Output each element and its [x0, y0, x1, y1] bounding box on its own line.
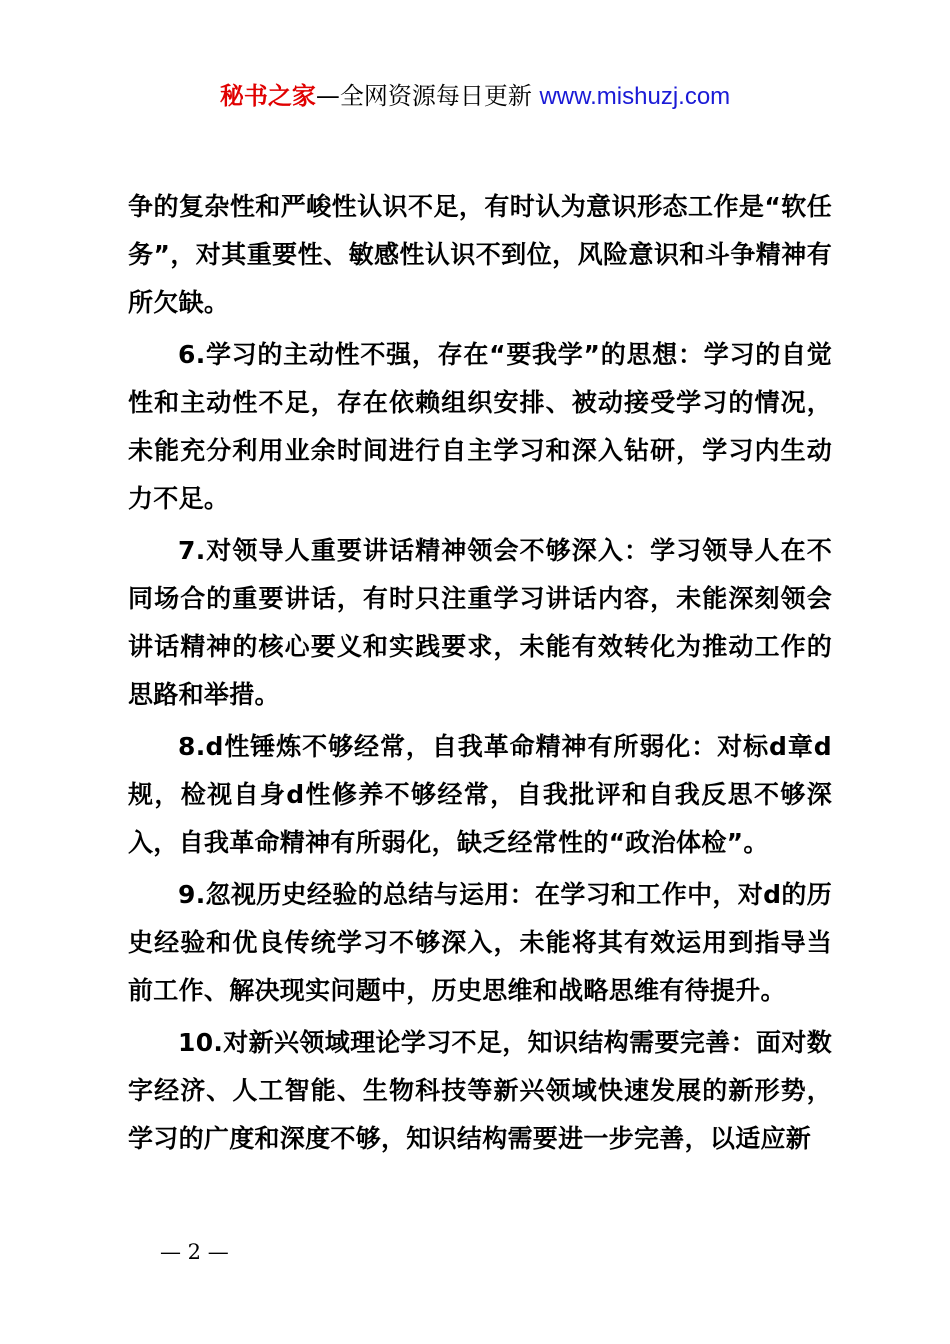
paragraph-item-8: 8.d性锤炼不够经常，自我革命精神有所弱化：对标d章d规，检视自身d性修养不够经常，自我批评和自我反思不够深入，自我革命精神有所弱化，缺乏经常性的“政治体检”。	[128, 732, 832, 857]
site-tagline: —全网资源每日更新	[315, 82, 540, 110]
paragraph-continuation: 争的复杂性和严峻性认识不足，有时认为意识形态工作是“软任务”，对其重要性、敏感性认识不到位，风险意识和斗争精神有所欠缺。	[128, 192, 832, 317]
page-number: — 2 —	[160, 1240, 229, 1264]
paragraph-item-7: 7.对领导人重要讲话精神领会不够深入：学习领导人在不同场合的重要讲话，有时只注重学习讲话内容，未能深刻领会讲话精神的核心要义和实践要求，未能有效转化为推动工作的思路和举措。	[128, 536, 832, 709]
paragraph-item-6: 6.学习的主动性不强，存在“要我学”的思想：学习的自觉性和主动性不足，存在依赖组织安排、被动接受学习的情况，未能充分利用业余时间进行自主学习和深入钻研，学习内生动力不足。	[128, 340, 832, 513]
site-url-link[interactable]: www.mishuzj.com	[539, 83, 731, 110]
document-body	[128, 183, 832, 1167]
paragraph-item-10: 10.对新兴领域理论学习不足，知识结构需要完善：面对数字经济、人工智能、生物科技等新兴领域快速发展的新形势，学习的广度和深度不够，知识结构需要进一步完善，以适应新	[128, 1028, 832, 1153]
paragraph-item-9: 9.忽视历史经验的总结与运用：在学习和工作中，对d的历史经验和优良传统学习不够深入，未能将其有效运用到指导当前工作、解决现实问题中，历史思维和战略思维有待提升。	[128, 880, 832, 1005]
page-header	[0, 80, 950, 113]
site-brand: 秘书之家	[219, 82, 316, 110]
